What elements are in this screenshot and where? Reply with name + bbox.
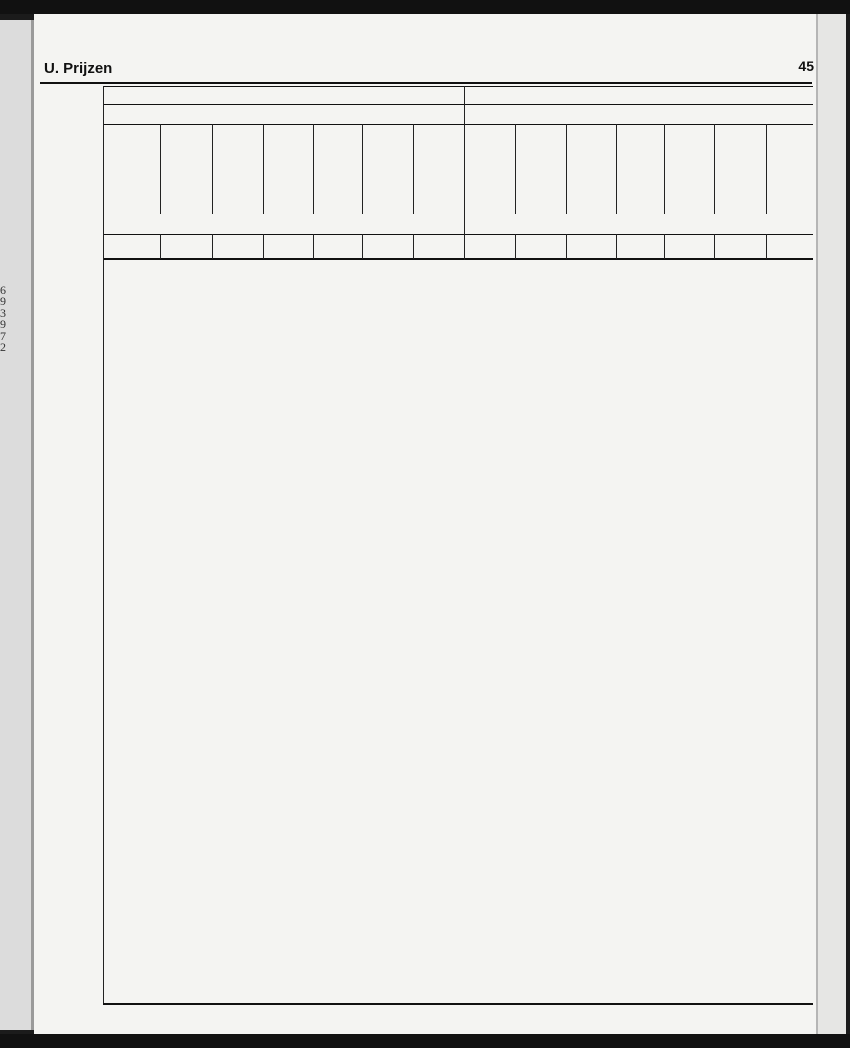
scan-border-bottom bbox=[0, 1034, 850, 1048]
column-divider bbox=[766, 124, 767, 214]
subtitle-rule bbox=[103, 124, 813, 125]
page-stack-edge bbox=[816, 14, 846, 1034]
margin-digit: 9 bbox=[0, 317, 6, 332]
column-divider bbox=[413, 124, 414, 214]
column-divider bbox=[616, 124, 617, 214]
margin-digit: 3 bbox=[0, 305, 6, 320]
book-binding bbox=[0, 20, 34, 1030]
column-divider-num bbox=[160, 234, 161, 259]
column-divider-num bbox=[566, 234, 567, 259]
chapter-title: U. Prijzen bbox=[44, 60, 113, 77]
margin-digit: 6 bbox=[0, 283, 6, 297]
margin-digit: 7 bbox=[0, 328, 6, 343]
column-divider-num bbox=[313, 234, 314, 259]
column-divider bbox=[362, 124, 363, 214]
table-left-border bbox=[103, 86, 104, 1004]
column-divider bbox=[212, 124, 213, 214]
column-divider-num bbox=[515, 234, 516, 259]
column-divider bbox=[160, 124, 161, 214]
margin-digit: 2 bbox=[0, 340, 6, 355]
header-rule bbox=[40, 82, 812, 84]
scan-border-top bbox=[0, 0, 850, 14]
column-divider-num bbox=[664, 234, 665, 259]
column-divider-num bbox=[616, 234, 617, 259]
column-divider bbox=[566, 124, 567, 214]
margin-digit: 9 bbox=[0, 294, 6, 309]
region-divider bbox=[464, 86, 465, 260]
column-divider bbox=[515, 124, 516, 214]
column-divider bbox=[714, 124, 715, 214]
column-divider-num bbox=[212, 234, 213, 259]
column-divider-num bbox=[714, 234, 715, 259]
table-top-rule bbox=[103, 86, 813, 87]
adjacent-page-digits bbox=[0, 285, 8, 353]
region-rule bbox=[103, 104, 813, 105]
table-bottom-rule bbox=[103, 1003, 813, 1005]
column-divider-num bbox=[766, 234, 767, 259]
column-divider-num bbox=[263, 234, 264, 259]
column-divider-num bbox=[362, 234, 363, 259]
colnum-rule bbox=[103, 258, 813, 260]
column-divider bbox=[263, 124, 264, 214]
column-divider bbox=[313, 124, 314, 214]
column-divider-num bbox=[413, 234, 414, 259]
page bbox=[34, 14, 816, 1034]
header-bottom-rule bbox=[103, 234, 813, 235]
page-number: 45 bbox=[798, 58, 814, 74]
column-divider bbox=[664, 124, 665, 214]
